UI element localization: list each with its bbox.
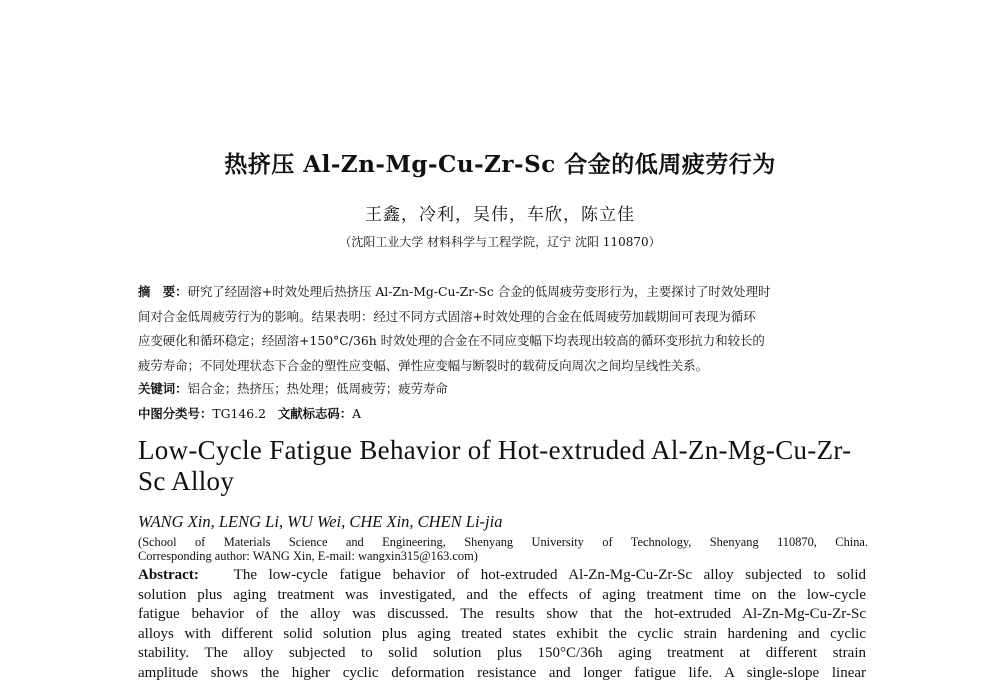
- english-abstract-line: solution plus aging treatment was investigated, and the effects of aging treatment time on the low-cycle: [138, 586, 866, 603]
- chinese-authors: 王鑫，冷利，吴伟，车欣，陈立佳: [365, 205, 635, 225]
- keywords-value: 铝合金；热挤压；热处理；低周疲劳；疲劳寿命: [187, 381, 448, 396]
- classification-value: TG146.2: [212, 406, 266, 421]
- english-authors: WANG Xin, LENG Li, WU Wei, CHE Xin, CHEN Li-jia: [138, 512, 503, 531]
- english-abstract-line: fatigue behavior of the alloy was discussed. The results show that the hot-extruded Al-Zn-Mg-Cu-Zr-Sc: [138, 606, 866, 623]
- english-abstract-line: stability. The alloy subjected to solid solution plus 150°C/36h aging treatment at different strain: [138, 645, 866, 662]
- chinese-abstract-line: 间对合金低周疲劳行为的影响。结果表明：经过不同方式固溶+时效处理的合金在低周疲劳加载期间可表现为循环: [138, 308, 756, 324]
- english-abstract-line: [138, 566, 866, 586]
- english-abstract-text: The low-cycle fatigue behavior of hot-extruded Al-Zn-Mg-Cu-Zr-Sc alloy subjected to solid: [233, 567, 866, 583]
- english-abstract-line: amplitude shows the higher cyclic deformation resistance and longer fatigue life. A single-slope linear: [138, 664, 866, 681]
- english-affiliation-line: (School of Materials Science and Engineering, Shenyang University of Technology, Shenyang 110870, China.: [138, 535, 868, 549]
- chinese-affiliation: （沈阳工业大学 材料科学与工程学院，辽宁 沈阳 110870）: [339, 235, 661, 249]
- chinese-abstract-line: 应变硬化和循环稳定；经固溶+150°C/36h 时效处理的合金在不同应变幅下均表现出较高的循环变形抗力和较长的: [138, 333, 765, 348]
- english-abstract: [138, 566, 866, 684]
- english-corresponding-author: Corresponding author: WANG Xin, E-mail: wangxin315@163.com): [138, 549, 478, 563]
- document-code-label: 文献标志码：: [277, 406, 353, 421]
- chinese-abstract-line: [138, 280, 866, 305]
- chinese-abstract-text: 研究了经固溶+时效处理后热挤压 Al-Zn-Mg-Cu-Zr-Sc 合金的低周疲劳变形行为，主要探讨了时效处理时: [187, 284, 771, 299]
- keywords-label: 关键词：: [138, 381, 188, 396]
- chinese-abstract-label: 摘 要：: [138, 284, 188, 299]
- chinese-keywords: [138, 379, 866, 397]
- classification-label: 中图分类号：: [138, 406, 213, 421]
- document-code-value: A: [352, 406, 362, 421]
- english-affiliation: [138, 535, 868, 563]
- chinese-abstract-line: 疲劳寿命；不同处理状态下合金的塑性应变幅、弹性应变幅与断裂时的载荷反向周次之间均呈线性关系。: [138, 357, 708, 373]
- chinese-title: 热挤压 Al-Zn-Mg-Cu-Zr-Sc 合金的低周疲劳行为: [224, 151, 776, 178]
- english-abstract-line: alloys with different solid solution plus aging treated states exhibit the cyclic strain hardening and cyclic: [138, 625, 866, 642]
- chinese-abstract: [138, 280, 866, 378]
- english-title: Low-Cycle Fatigue Behavior of Hot-extruded Al-Zn-Mg-Cu-Zr-Sc Alloy: [138, 435, 852, 496]
- classification-line: [138, 404, 866, 422]
- english-abstract-label: Abstract:: [138, 567, 199, 583]
